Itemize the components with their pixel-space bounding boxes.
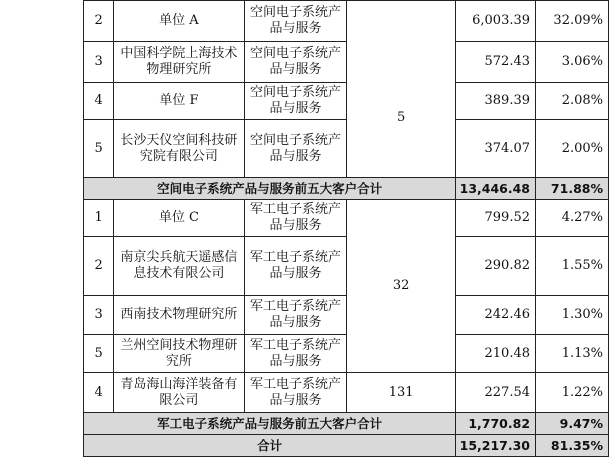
sales-amount: 242.46 bbox=[456, 296, 536, 335]
product-type: 军工电子系统产品与服务 bbox=[244, 335, 347, 373]
product-type: 空间电子系统产品与服务 bbox=[244, 83, 347, 120]
sales-amount: 374.07 bbox=[456, 120, 536, 178]
subtotal-label: 空间电子系统产品与服务前五大客户合计 bbox=[84, 178, 456, 200]
table-row bbox=[0, 120, 609, 178]
sales-percentage: 1.30% bbox=[536, 296, 609, 335]
product-type: 军工电子系统产品与服务 bbox=[244, 373, 347, 413]
product-type: 军工电子系统产品与服务 bbox=[244, 200, 347, 237]
product-type: 空间电子系统产品与服务 bbox=[244, 120, 347, 178]
row-number: 5 bbox=[84, 120, 114, 178]
sales-amount: 389.39 bbox=[456, 83, 536, 120]
table-row bbox=[0, 373, 609, 413]
table-row bbox=[0, 335, 609, 373]
customer-name: 中国科学院上海技术物理研究所 bbox=[114, 42, 245, 83]
subtotal-label: 军工电子系统产品与服务前五大客户合计 bbox=[84, 413, 456, 435]
customer-name: 青岛海山海洋装备有限公司 bbox=[114, 373, 245, 413]
table-row bbox=[0, 200, 609, 237]
merged-count-cell: 5 bbox=[347, 1, 456, 178]
subtotal-percentage: 9.47% bbox=[536, 413, 609, 435]
sales-amount: 572.43 bbox=[456, 42, 536, 83]
row-number: 4 bbox=[84, 83, 114, 120]
subtotal-percentage: 71.88% bbox=[536, 178, 609, 200]
table-row bbox=[0, 237, 609, 296]
total-label: 合计 bbox=[84, 435, 456, 457]
customer-name: 单位 C bbox=[114, 200, 245, 237]
product-type: 军工电子系统产品与服务 bbox=[244, 296, 347, 335]
customer-name: 兰州空间技术物理研究所 bbox=[114, 335, 245, 373]
row-number: 3 bbox=[84, 296, 114, 335]
subtotal-amount: 13,446.48 bbox=[456, 178, 536, 200]
product-type: 空间电子系统产品与服务 bbox=[244, 42, 347, 83]
sales-amount: 6,003.39 bbox=[456, 1, 536, 42]
total-amount: 15,217.30 bbox=[456, 435, 536, 457]
customer-name: 西南技术物理研究所 bbox=[114, 296, 245, 335]
sales-percentage: 4.27% bbox=[536, 200, 609, 237]
sales-percentage: 2.00% bbox=[536, 120, 609, 178]
customer-name: 单位 F bbox=[114, 83, 245, 120]
sales-amount: 227.54 bbox=[456, 373, 536, 413]
table-row bbox=[0, 83, 609, 120]
customer-name: 长沙天仪空间科技研究院有限公司 bbox=[114, 120, 245, 178]
total-percentage: 81.35% bbox=[536, 435, 609, 457]
left-margin-cell bbox=[0, 1, 84, 457]
subtotal-amount: 1,770.82 bbox=[456, 413, 536, 435]
row-number: 4 bbox=[84, 373, 114, 413]
row-number: 2 bbox=[84, 237, 114, 296]
customer-name: 南京尖兵航天遥感信息技术有限公司 bbox=[114, 237, 245, 296]
row-number: 3 bbox=[84, 42, 114, 83]
sales-percentage: 1.55% bbox=[536, 237, 609, 296]
table-row bbox=[0, 42, 609, 83]
table-row bbox=[0, 296, 609, 335]
sales-percentage: 1.13% bbox=[536, 335, 609, 373]
sales-percentage: 32.09% bbox=[536, 1, 609, 42]
sales-percentage: 1.22% bbox=[536, 373, 609, 413]
total-row bbox=[0, 435, 609, 457]
sales-amount: 210.48 bbox=[456, 335, 536, 373]
row-number: 2 bbox=[84, 1, 114, 42]
merged-count-cell: 32 bbox=[347, 200, 456, 373]
sales-amount: 799.52 bbox=[456, 200, 536, 237]
sales-amount: 290.82 bbox=[456, 237, 536, 296]
count-cell: 131 bbox=[347, 373, 456, 413]
table-row bbox=[0, 1, 609, 42]
subtotal-row bbox=[0, 413, 609, 435]
sales-percentage: 2.08% bbox=[536, 83, 609, 120]
product-type: 军工电子系统产品与服务 bbox=[244, 237, 347, 296]
sales-percentage: 3.06% bbox=[536, 42, 609, 83]
row-number: 1 bbox=[84, 200, 114, 237]
row-number: 5 bbox=[84, 335, 114, 373]
product-type: 空间电子系统产品与服务 bbox=[244, 1, 347, 42]
customer-name: 单位 A bbox=[114, 1, 245, 42]
subtotal-row bbox=[0, 178, 609, 200]
